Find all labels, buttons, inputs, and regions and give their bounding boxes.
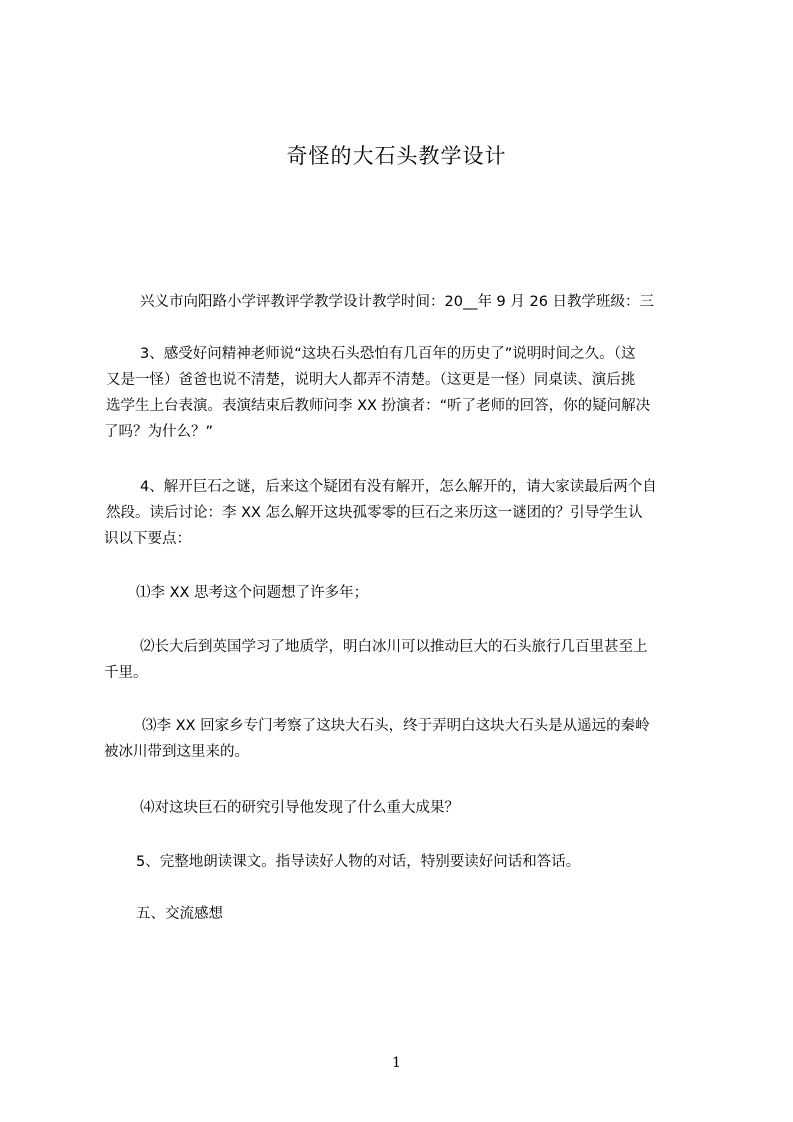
point-1 (136, 580, 368, 606)
paragraph-line: 了吗？为什么？” (104, 424, 214, 440)
paragraph-line: 被冰川带到这里来的。 (104, 744, 249, 760)
header-line-text: 兴义市向阳路小学评教评学教学设计教学时间：20__年 9 月 26 日教学班级：三 (140, 294, 655, 310)
point-4 (140, 795, 459, 821)
paragraph-line: ⑴李 XX 思考这个问题想了许多年； (136, 585, 369, 601)
paragraph-5 (136, 849, 580, 875)
section-heading-text: 五、交流感想 (136, 906, 223, 922)
paragraph-line: 然段。读后讨论：李 XX 怎么解开这块孤零零的巨石之来历这一谜团的？引导学生认 (106, 505, 643, 521)
header-line (140, 289, 654, 315)
point-2 (104, 634, 648, 686)
paragraph-line: ⑶李 XX 回家乡专门考察了这块大石头，终于弄明白这块大石头是从遥远的秦岭 (142, 718, 650, 734)
paragraph-line: 5、完整地朗读课文。指导读好人物的对话，特别要读好问话和答话。 (136, 854, 581, 870)
paragraph-line: 识以下要点： (104, 531, 191, 547)
paragraph-line: 又是一怪）爸爸也说不清楚，说明大人都弄不清楚。（这更是一怪）同桌读、演后挑 (106, 372, 636, 388)
document-title: 奇怪的大石头教学设计 (286, 144, 507, 168)
paragraph-line: 千里。 (104, 665, 148, 681)
paragraph-line: 选学生上台表演。表演结束后教师问李 XX 扮演者：“听了老师的回答，你的疑问解决 (106, 398, 651, 414)
section-heading-5 (136, 901, 223, 927)
paragraph-4 (104, 474, 657, 552)
paragraph-3 (104, 341, 650, 445)
page-number: 1 (392, 1055, 401, 1071)
paragraph-line: 3、感受好问精神老师说“这块石头恐怕有几百年的历史了”说明时间之久。（这 (140, 346, 636, 362)
paragraph-line: ⑷对这块巨石的研究引导他发现了什么重大成果？ (140, 800, 459, 816)
paragraph-line: ⑵长大后到英国学习了地质学，明白冰川可以推动巨大的石头旅行几百里甚至上 (140, 639, 648, 655)
point-3 (104, 713, 650, 765)
paragraph-line: 4、解开巨石之谜，后来这个疑团有没有解开，怎么解开的，请大家读最后两个自 (140, 479, 657, 495)
